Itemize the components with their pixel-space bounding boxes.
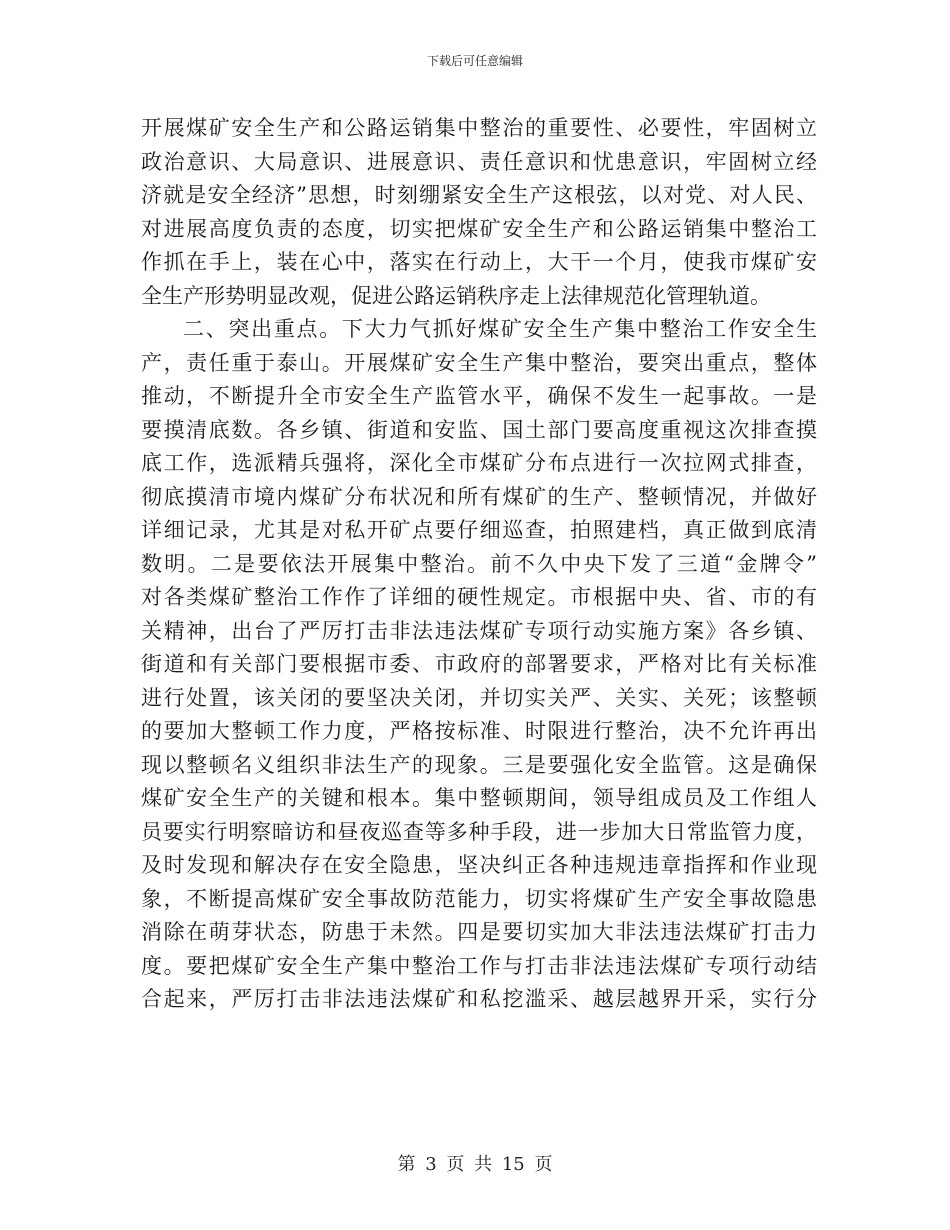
- text-line: 现以整顿名义组织非法生产的现象。三是要强化安全监管。这是确保: [141, 752, 817, 777]
- paragraph-start-line: 二、突出重点。下大力气抓好煤矿安全生产集中整治工作安全生: [183, 317, 817, 341]
- text-line: 数明。二是要依法开展集中整治。前不久中央下发了三道“金牌令”: [141, 551, 817, 576]
- text-line: 详细记录，尤其是对私开矿点要仔细巡查，拍照建档，真正做到底清: [141, 518, 817, 542]
- text-line: 对各类煤矿整治工作作了详细的硬性规定。市根据中央、省、市的有: [141, 585, 817, 609]
- text-line: 街道和有关部门要根据市委、市政府的部署要求，严格对比有关标准: [141, 652, 817, 676]
- text-line: 及时发现和解决存在安全隐患，坚决纠正各种违规违章指挥和作业现: [141, 853, 817, 877]
- text-line: 关精神，出台了严厉打击非法违法煤矿专项行动实施方案》各乡镇、: [141, 618, 817, 643]
- text-line: 合起来，严厉打击非法违法煤矿和私挖滥采、越层越界开采，实行分: [141, 987, 817, 1011]
- page-header-note: 下载后可任意编辑: [426, 54, 523, 68]
- text-line: 产，责任重于泰山。开展煤矿安全生产集中整治，要突出重点，整体: [141, 350, 817, 375]
- text-line: 进行处置，该关闭的要坚决关闭，并切实关严、关实、关死；该整顿: [141, 685, 817, 710]
- text-line: 全生产形势明显改观，促进公路运销秩序走上法律规范化管理轨道。: [141, 283, 771, 308]
- text-line: 作抓在手上，装在心中，落实在行动上，大干一个月，使我市煤矿安: [141, 250, 817, 274]
- text-line: 彻底摸清市境内煤矿分布状况和所有煤矿的生产、整顿情况，并做好: [141, 484, 817, 509]
- text-line: 推动，不断提升全市安全生产监管水平，确保不发生一起事故。一是: [141, 384, 817, 408]
- text-line: 底工作，选派精兵强将，深化全市煤矿分布点进行一次拉网式排查，: [141, 451, 817, 475]
- document-body: [141, 112, 817, 1017]
- text-line: 煤矿安全生产的关键和根本。集中整顿期间，领导组成员及工作组人: [141, 786, 817, 810]
- text-line: 济就是安全经济”思想，时刻绷紧安全生产这根弦，以对党、对人民、: [141, 183, 817, 207]
- text-line: 消除在萌芽状态，防患于未然。四是要切实加大非法违法煤矿打击力: [141, 920, 817, 944]
- page-number-footer: 第 3 页 共 15 页: [397, 1154, 553, 1175]
- text-line: 开展煤矿安全生产和公路运销集中整治的重要性、必要性，牢固树立: [141, 116, 817, 140]
- text-line: 要摸清底数。各乡镇、街道和安监、国土部门要高度重视这次排查摸: [141, 417, 817, 442]
- text-line: 员要实行明察暗访和昼夜巡查等多种手段，进一步加大日常监管力度，: [141, 819, 817, 844]
- text-line: 度。要把煤矿安全生产集中整治工作与打击非法违法煤矿专项行动结: [141, 953, 817, 978]
- text-line: 的要加大整顿工作力度，严格按标准、时限进行整治，决不允许再出: [141, 719, 817, 743]
- text-line: 政治意识、大局意识、进展意识、责任意识和忧患意识，牢固树立经: [141, 149, 817, 174]
- text-line: 象，不断提高煤矿安全事故防范能力，切实将煤矿生产安全事故隐患: [141, 886, 817, 911]
- text-line: 对进展高度负责的态度，切实把煤矿安全生产和公路运销集中整治工: [141, 216, 817, 241]
